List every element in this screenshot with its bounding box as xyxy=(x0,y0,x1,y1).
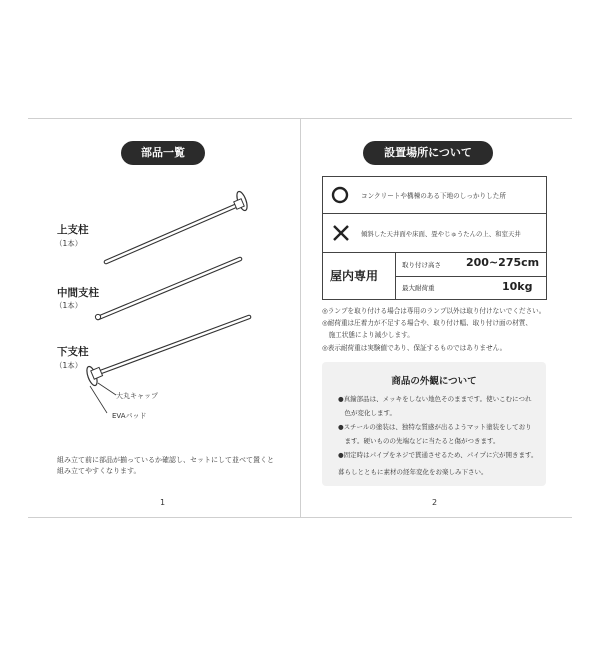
left-footer-line1: 組み立て前に部品が揃っているか確認し、セットにして並べて置くと xyxy=(57,456,274,464)
pad-callout: EVAパッド xyxy=(112,412,147,420)
ok-text: コンクリートや構棟のある下地のしっかりした所 xyxy=(361,192,506,200)
lower-pole xyxy=(85,317,249,413)
part-upper-name: 上支柱 xyxy=(57,224,89,236)
load-cell xyxy=(396,277,546,299)
cap-callout: 大丸キャップ xyxy=(116,392,158,400)
ok-row xyxy=(323,177,546,214)
height-value: 200~275cm xyxy=(466,256,540,269)
appearance-item-1: ●真鍮部品は、メッキをしない地色そのままです。使いこむにつれ xyxy=(338,395,532,403)
appearance-item-2: 色が変化します。 xyxy=(338,409,396,417)
middle-pole xyxy=(95,259,240,320)
ng-row xyxy=(323,214,546,253)
indoor-cell xyxy=(323,253,396,299)
appearance-footer: 暮らしとともに素材の経年変化をお楽しみ下さい。 xyxy=(338,468,488,476)
cross-ng-icon xyxy=(332,224,350,242)
part-middle-name: 中間支柱 xyxy=(57,287,99,299)
part-lower-qty: （1本） xyxy=(55,361,83,370)
height-cell xyxy=(396,253,546,277)
left-page-number: 1 xyxy=(160,498,166,507)
installation-location-title: 設置場所について xyxy=(363,141,493,165)
appearance-item-4: ます。硬いものの先端などに当たると傷がつきます。 xyxy=(338,437,500,445)
note-3: 施工状態により減少します。 xyxy=(322,331,414,339)
part-lower-name: 下支柱 xyxy=(57,346,89,358)
upper-pole xyxy=(106,190,249,262)
installation-table xyxy=(322,176,547,300)
indoor-label: 屋内専用 xyxy=(330,269,379,283)
parts-list-title: 部品一覧 xyxy=(121,141,205,165)
part-upper-qty: （1本） xyxy=(55,239,83,248)
load-value: 10kg xyxy=(502,280,533,293)
part-middle-qty: （1本） xyxy=(55,301,83,310)
right-page-number: 2 xyxy=(432,498,438,507)
appearance-item-5: ●固定時はパイプをネジで貫通させるため、パイプに穴が開きます。 xyxy=(338,451,538,459)
height-label: 取り付け高さ xyxy=(402,261,441,269)
ng-text: 傾斜した天井面や床面、畳やじゅうたんの上、和室天井 xyxy=(361,230,521,238)
appearance-item-3: ●スチールの塗装は、独特な質感が出るようマット塗装をしており xyxy=(338,423,532,431)
note-2: ◎耐荷重は圧着力が不足する場合や、取り付け幅、取り付け面の材質、 xyxy=(322,319,533,327)
left-footer-line2: 組み立てやすくなります。 xyxy=(57,467,141,475)
appearance-title: 商品の外観について xyxy=(391,376,477,387)
note-4: ◎表示耐荷重は実験値であり、保証するものではありません。 xyxy=(322,344,507,352)
load-label: 最大耐荷重 xyxy=(402,284,435,292)
note-1: ◎ランプを取り付ける場合は専用のランプ以外は取り付けないでください。 xyxy=(322,307,546,315)
circle-ok-icon xyxy=(331,186,349,204)
